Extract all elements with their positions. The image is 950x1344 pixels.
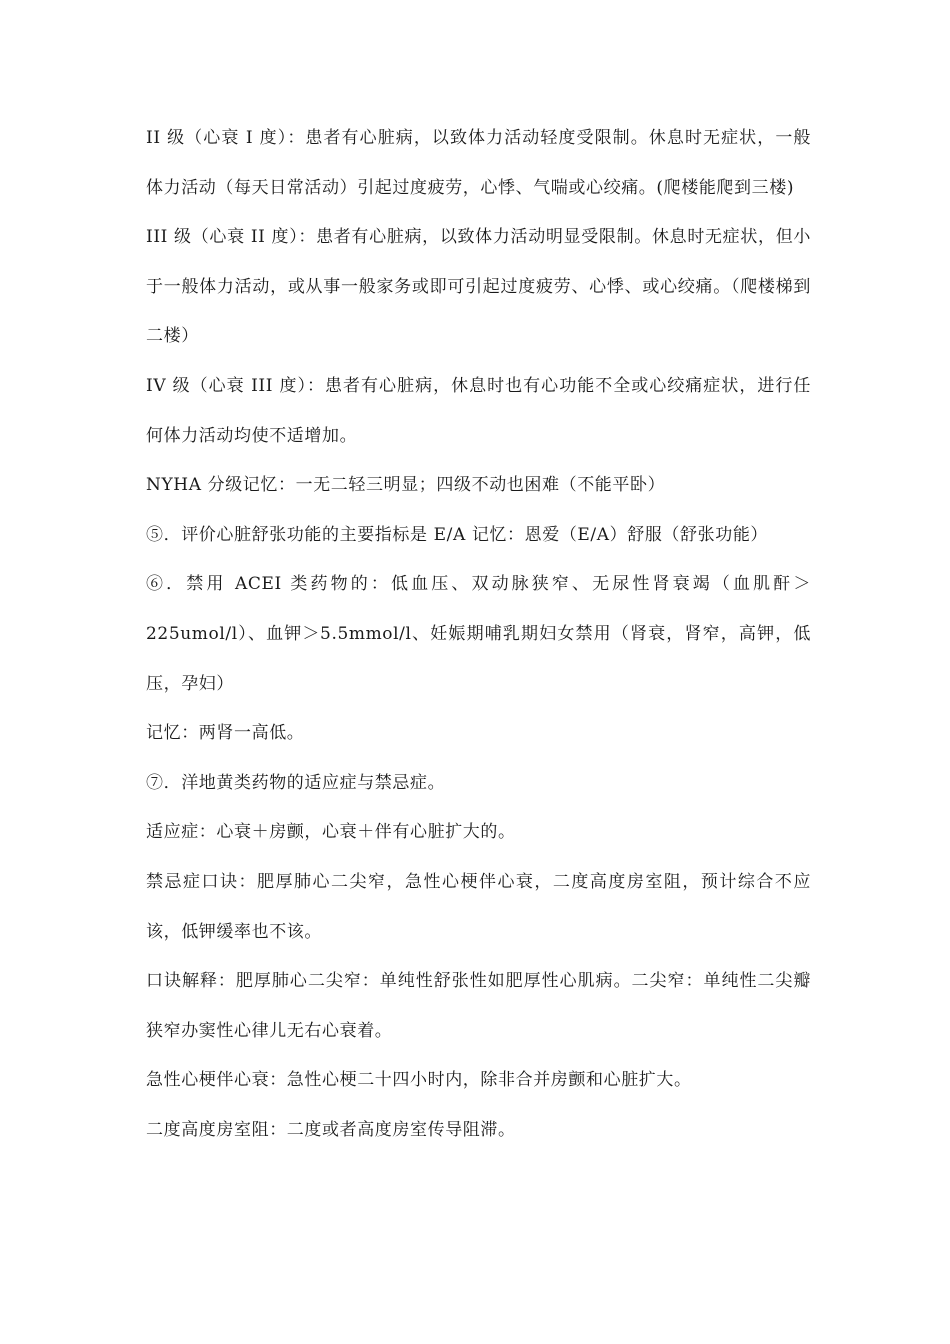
paragraph-diastolic-function: ⑤．评价心脏舒张功能的主要指标是 E/A 记忆：恩爱（E/A）舒服（舒张功能） [146,524,769,545]
document-body [146,114,811,1155]
paragraph-nyha-class-3: III 级（心衰 II 度）：患者有心脏病，以致体力活动明显受限制。休息时无症状，但小于一般体力活动，或从事一般家务或即可引起过度疲劳、心悸、或心绞痛。（爬楼梯到二楼） [146,227,811,347]
paragraph-acei-memory: 记忆：两肾一高低。 [146,723,305,744]
paragraph-av-block: 二度高度房室阻：二度或者高度房室传导阻滞。 [146,1119,516,1140]
paragraph-acute-mi: 急性心梗伴心衰：急性心梗二十四小时内，除非合并房颤和心脏扩大。 [146,1070,692,1091]
paragraph-digitalis-heading: ⑦．洋地黄类药物的适应症与禁忌症。 [146,772,446,793]
paragraph-mnemonic-explanation: 口诀解释：肥厚肺心二尖窄：单纯性舒张性如肥厚性心肌病。二尖窄：单纯性二尖瓣狭窄办窦性心律儿无右心衰着。 [146,971,811,1041]
paragraph-digitalis-indications: 适应症：心衰＋房颤，心衰＋伴有心脏扩大的。 [146,822,516,843]
paragraph-nyha-class-2: II 级（心衰 I 度）：患者有心脏病，以致体力活动轻度受限制。休息时无症状，一般体力活动（每天日常活动）引起过度疲劳，心悸、气喘或心绞痛。(爬楼能爬到三楼) [146,128,811,198]
paragraph-digitalis-mnemonic: 禁忌症口诀：肥厚肺心二尖窄，急性心梗伴心衰，二度高度房室阻，预计综合不应该，低钾缓率也不该。 [146,871,811,942]
paragraph-nyha-class-4: IV 级（心衰 III 度）：患者有心脏病，休息时也有心功能不全或心绞痛症状，进行任何体力活动均使不适增加。 [146,375,811,446]
paragraph-acei-contraindications: ⑥．禁用 ACEI 类药物的：低血压、双动脉狭窄、无尿性肾衰竭（血肌酐＞225umol/l）、血钾＞5.5mmol/l、妊娠期哺乳期妇女禁用（肾衰，肾窄，高钾，低压，孕妇） [146,574,811,694]
paragraph-nyha-memory: NYHA 分级记忆：一无二轻三明显；四级不动也困难（不能平卧） [146,475,666,496]
